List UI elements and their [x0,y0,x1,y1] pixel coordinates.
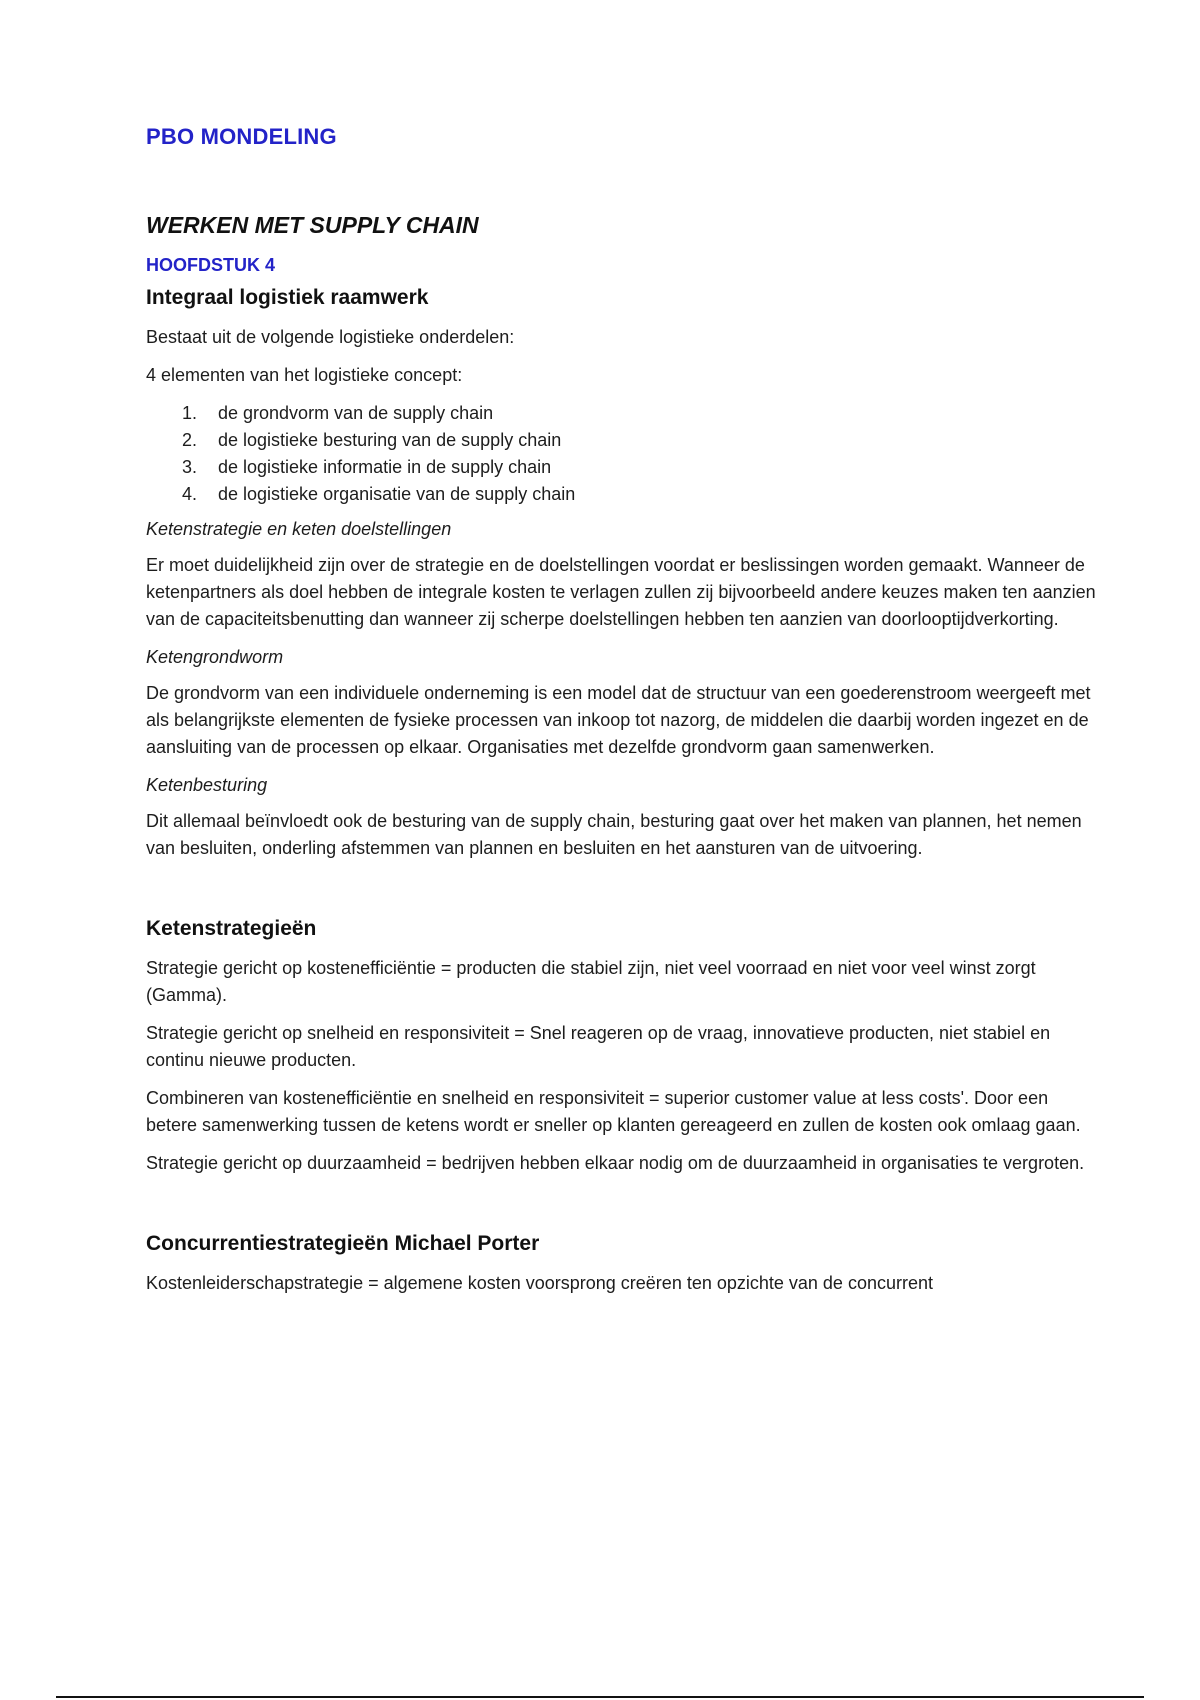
elements-list [146,400,1096,508]
list-item [146,481,1096,508]
paragraph-intro: Bestaat uit de volgende logistieke onderdelen: [146,327,515,347]
paragraph-snelheid: Strategie gericht op snelheid en responsiviteit = Snel reageren op de vraag, innovatieve producten, niet stabiel en continu nieuwe producten. [146,1023,1051,1070]
list-item-number: 2. [182,430,198,450]
paragraph-elements-intro: 4 elementen van het logistieke concept: [146,365,463,385]
spacer [146,873,1096,915]
paragraph-ketenstrategie: Er moet duidelijkheid zijn over de strategie en de doelstellingen voordat er beslissingen worden gemaakt. Wanneer de ketenpartners als doel hebben de integrale kosten te verlagen zullen zij bijvoorbeeld andere keuzes maken ten aanzien van de capaciteitsbenutting dan wanneer zij scherpe doelstellingen hebben ten aanzien van doorlooptijdverkorting. [146,555,1096,629]
list-item-text: de logistieke informatie in de supply chain [218,457,552,477]
paragraph-ketenbesturing: Dit allemaal beïnvloedt ook de besturing van de supply chain, besturing gaat over het maken van plannen, het nemen van besluiten, onderling afstemmen van plannen en besluiten en het aansturen van de uitvoering. [146,811,1082,858]
heading-porter: Concurrentiestrategieën Michael Porter [146,1232,540,1255]
list-item-text: de grondvorm van de supply chain [218,403,494,423]
paragraph-kostenleiderschap: Kostenleiderschapstrategie = algemene kosten voorsprong creëren ten opzichte van de concurrent [146,1273,933,1293]
list-item [146,400,1096,427]
subheading-ketengrondvorm: Ketengrondworm [146,647,284,667]
list-item-number: 4. [182,484,198,504]
chapter-label: HOOFDSTUK 4 [146,255,276,275]
document-body [146,254,1096,1308]
list-item-number: 1. [182,403,198,423]
heading-integraal-raamwerk: Integraal logistiek raamwerk [146,286,429,309]
paragraph-kostenefficientie: Strategie gericht op kostenefficiëntie = producten die stabiel zijn, niet veel voorraad en niet voor veel winst zorgt (Gamma). [146,958,1036,1005]
paragraph-ketengrondvorm: De grondvorm van een individuele onderneming is een model dat de structuur van een goederenstroom weergeeft met als belangrijkste elementen de fysieke processen van inkoop tot nazorg, de middelen die daarbij worden ingezet en de aansluiting van de processen op elkaar. Organisaties met dezelfde grondvorm gaan samenwerken. [146,683,1091,757]
spacer [146,1188,1096,1230]
page-bottom-rule [56,1696,1144,1698]
paragraph-combineren: Combineren van kostenefficiëntie en snelheid en responsiviteit = superior customer value at less costs'. Door een betere samenwerking tussen de ketens wordt er sneller op klanten gereageerd en zullen de kosten ook omlaag gaan. [146,1088,1081,1135]
document-title: PBO MONDELING [146,124,337,149]
list-item-number: 3. [182,457,198,477]
subheading-ketenbesturing: Ketenbesturing [146,775,268,795]
list-item-text: de logistieke besturing van de supply chain [218,430,562,450]
section-title: WERKEN MET SUPPLY CHAIN [146,212,479,238]
list-item [146,427,1096,454]
heading-ketenstrategieen: Ketenstrategieën [146,917,317,940]
subheading-ketenstrategie: Ketenstrategie en keten doelstellingen [146,519,452,539]
paragraph-duurzaamheid: Strategie gericht op duurzaamheid = bedrijven hebben elkaar nodig om de duurzaamheid in organisaties te vergroten. [146,1153,1085,1173]
list-item [146,454,1096,481]
list-item-text: de logistieke organisatie van de supply chain [218,484,576,504]
